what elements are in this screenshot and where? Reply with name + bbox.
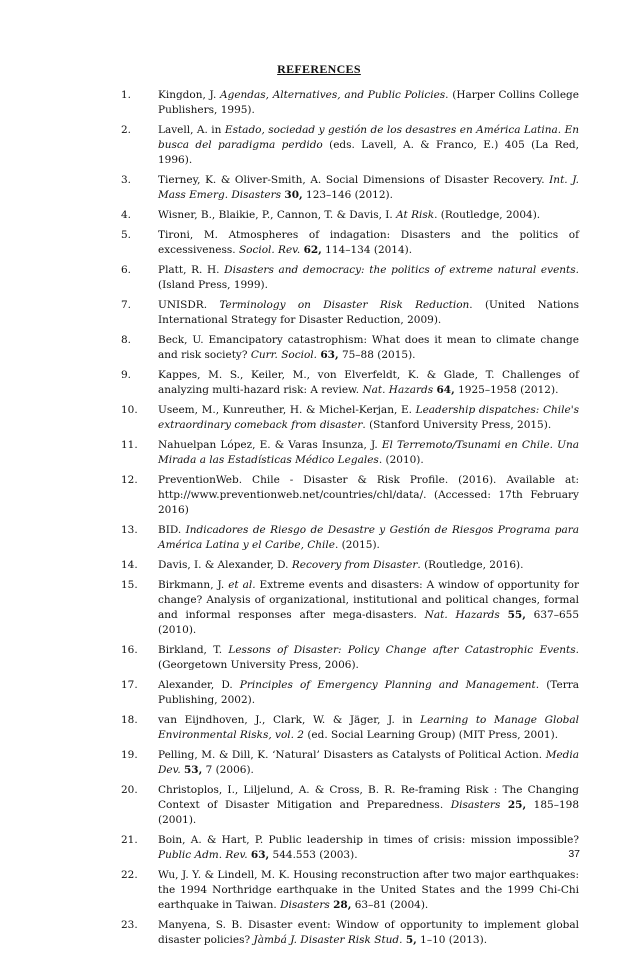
reference-text [158, 208, 579, 223]
reference-volume: 25, [507, 799, 527, 811]
reference-volume: 63, [250, 849, 270, 861]
reference-text [158, 643, 579, 673]
reference-segment: Pelling, M. & Dill, K. ‘Natural’ Disasters as Catalysts of Political Action. [158, 749, 546, 761]
reference-number: 22. [121, 869, 138, 881]
reference-number: 13. [121, 524, 138, 536]
reference-italic-segment: Recovery from Disaster [291, 559, 418, 571]
reference-segment: Kappes, M. S., Keiler, M., von Elverfeldt, K. & Glade, T. Challenges of analyzing multi-hazard risk: A review. [158, 369, 579, 396]
reference-number: 17. [121, 679, 138, 691]
reference-text [158, 368, 579, 398]
reference-text [158, 918, 579, 948]
reference-text [158, 473, 579, 518]
reference-segment [500, 609, 508, 621]
reference-segment: 1–10 (2013). [416, 934, 488, 946]
reference-number: 1. [121, 89, 132, 101]
reference-entry [121, 578, 579, 638]
reference-number: 9. [121, 369, 132, 381]
reference-segment: Tironi, M. Atmospheres of indagation: Disasters and the politics of excessiveness. [158, 229, 579, 256]
reference-italic-segment: Terminology on Disaster Risk Reduction [219, 299, 470, 311]
reference-segment: . (Terra Publishing, 2002). [158, 679, 579, 706]
reference-number: 14. [121, 559, 138, 571]
reference-segment: 1925–1958 (2012). [454, 384, 559, 396]
reference-list [121, 88, 579, 953]
reference-segment: . (Stanford University Press, 2015). [362, 419, 552, 431]
reference-number: 16. [121, 644, 138, 656]
reference-segment: Extreme events and disasters: A window of opportunity for change? Analysis of organizational, institutional and political changes, formal and informal responses after mega-disasters. [158, 579, 579, 621]
reference-volume: 30, [284, 189, 303, 201]
reference-number: 4. [121, 209, 132, 221]
reference-volume: 62, [303, 244, 322, 256]
reference-italic-segment: Disasters [450, 799, 501, 811]
page-title: REFERENCES [277, 62, 361, 76]
reference-volume: 28, [333, 899, 352, 911]
reference-entry [121, 473, 579, 518]
reference-number: 19. [121, 749, 138, 761]
reference-number: 23. [121, 919, 138, 931]
reference-number: 5. [121, 229, 132, 241]
reference-segment: (ed. Social Learning Group) (MIT Press, 2001). [303, 729, 559, 741]
page-number: 37 [568, 848, 580, 860]
reference-text [158, 523, 579, 553]
reference-segment: Lavell, A. in [158, 124, 225, 136]
reference-segment [500, 799, 508, 811]
reference-text [158, 173, 579, 203]
reference-text [158, 558, 579, 573]
reference-italic-segment: Nat. Hazards [362, 384, 434, 396]
reference-entry [121, 298, 579, 328]
reference-segment: Tierney, K. & Oliver-Smith, A. Social Dimensions of Disaster Recovery. [158, 174, 550, 186]
reference-entry [121, 783, 579, 828]
reference-segment: Nahuelpan López, E. & Varas Insunza, J. [158, 439, 382, 451]
reference-italic-segment: Learning to Manage Global Environmental Risks, vol. 2 [158, 714, 579, 741]
reference-entry [121, 123, 579, 168]
reference-italic-segment: et al. [228, 579, 256, 591]
reference-number: 6. [121, 264, 132, 276]
reference-volume: 64, [436, 384, 455, 396]
reference-number: 7. [121, 299, 132, 311]
reference-number: 18. [121, 714, 138, 726]
reference-italic-segment: Nat. Hazards [424, 609, 500, 621]
reference-segment: Wu, J. Y. & Lindell, M. K. Housing reconstruction after two major earthquakes: the 1994 Northridge earthquake in the United States and the 1999 Chi-Chi earthquake in Taiwan. [158, 869, 579, 911]
reference-italic-segment: Int. J. Mass Emerg. Disasters [158, 174, 579, 201]
reference-number: 20. [121, 784, 138, 796]
reference-entry [121, 833, 579, 863]
reference-entry [121, 88, 579, 118]
reference-entry [121, 208, 579, 223]
reference-number: 8. [121, 334, 132, 346]
reference-entry [121, 403, 579, 433]
reference-number: 15. [121, 579, 138, 591]
reference-italic-segment: Lessons of Disaster: Policy Change after Catastrophic Events [228, 644, 576, 656]
reference-segment: Manyena, S. B. Disaster event: Window of opportunity to implement global disaster policies? [158, 919, 579, 946]
reference-number: 10. [121, 404, 138, 416]
reference-italic-segment: Public Adm. Rev. [158, 849, 248, 861]
reference-number: 3. [121, 174, 132, 186]
reference-volume: 63, [320, 349, 339, 361]
reference-entry [121, 228, 579, 258]
reference-volume: 5, [405, 934, 417, 946]
reference-entry [121, 438, 579, 468]
reference-segment: van Eijndhoven, J., Clark, W. & Jäger, J. in [158, 714, 421, 726]
reference-entry [121, 523, 579, 553]
reference-text [158, 678, 579, 708]
reference-italic-segment: At Risk [396, 209, 435, 221]
reference-segment: 114–134 (2014). [321, 244, 413, 256]
reference-text [158, 298, 579, 328]
reference-italic-segment: Disasters [280, 899, 330, 911]
reference-segment: 75–88 (2015). [338, 349, 416, 361]
reference-entry [121, 748, 579, 778]
reference-segment: Wisner, B., Blaikie, P., Cannon, T. & Davis, I. [158, 209, 397, 221]
reference-italic-segment: Sociol. Rev. [238, 244, 301, 256]
reference-segment: (Island Press, 1999). [158, 279, 268, 291]
reference-segment: 123–146 (2012). [302, 189, 393, 201]
reference-segment: . (Routledge, 2004). [434, 209, 541, 221]
reference-entry [121, 263, 579, 293]
reference-italic-segment: Jàmbá J. Disaster Risk Stud. [253, 934, 403, 946]
reference-segment: 637–655 (2010). [158, 609, 580, 636]
reference-text [158, 88, 579, 118]
reference-segment: Useem, M., Kunreuther, H. & Michel-Kerjan, E. [158, 404, 416, 416]
reference-italic-segment: Principles of Emergency Planning and Management [239, 679, 536, 691]
reference-entry [121, 868, 579, 913]
reference-text [158, 438, 579, 468]
reference-segment: 544.553 (2003). [269, 849, 358, 861]
reference-entry [121, 918, 579, 948]
reference-segment: (Harper Collins College Publishers, 1995). [158, 89, 579, 116]
reference-italic-segment: Media Dev. [158, 749, 579, 776]
reference-segment: 63–81 (2004). [351, 899, 429, 911]
reference-entry [121, 368, 579, 398]
reference-text [158, 748, 579, 778]
reference-segment: . (United Nations International Strategy for Disaster Reduction, 2009). [158, 299, 579, 326]
reference-number: 2. [121, 124, 132, 136]
reference-italic-segment: Curr. Sociol. [250, 349, 317, 361]
reference-text [158, 123, 579, 168]
reference-segment: . (Georgetown University Press, 2006). [158, 644, 579, 671]
reference-text [158, 783, 579, 828]
reference-text [158, 333, 579, 363]
reference-segment: Kingdon, J. [158, 89, 221, 101]
reference-segment: Christoplos, I., Liljelund, A. & Cross, B. R. Re-framing Risk : The Changing Context of Disaster Mitigation and Preparedness. [158, 784, 579, 811]
reference-text [158, 868, 579, 913]
reference-italic-segment: Indicadores de Riesgo de Desastre y Gestión de Riesgos Programa para América Latina y el Caribe, Chile [158, 524, 579, 551]
reference-text [158, 833, 579, 863]
reference-segment: Davis, I. & Alexander, D. [158, 559, 292, 571]
reference-text [158, 403, 579, 433]
reference-segment: . (2015). [334, 539, 380, 551]
reference-segment: Beck, U. Emancipatory catastrophism: What does it mean to climate change and risk society? [158, 334, 579, 361]
reference-volume: 53, [184, 764, 203, 776]
reference-segment: UNISDR. [158, 299, 220, 311]
reference-entry [121, 643, 579, 673]
reference-segment: Alexander, D. [158, 679, 240, 691]
reference-text [158, 713, 579, 743]
reference-volume: 55, [507, 609, 526, 621]
reference-entry [121, 678, 579, 708]
reference-text [158, 578, 579, 638]
reference-number: 12. [121, 474, 138, 486]
reference-entry [121, 333, 579, 363]
reference-italic-segment: El Terremoto/Tsunami en Chile. Una Mirada a las Estadísticas Médico Legales [158, 439, 579, 466]
reference-text [158, 228, 579, 258]
reference-segment: PreventionWeb. Chile - Disaster & Risk Profile. (2016). Available at: http://www.preventionweb.net/countries/chl/data/. (Accessed: 17th February 2016) [158, 474, 579, 516]
reference-segment: . (2010). [378, 454, 424, 466]
reference-segment: Platt, R. H. [158, 264, 225, 276]
reference-segment: Birkmann, J. [158, 579, 229, 591]
reference-segment: Boin, A. & Hart, P. Public leadership in times of crisis: mission impossible? [158, 834, 579, 846]
reference-italic-segment: Estado, sociedad y gestión de los desastres en América Latina. En busca del paradigma perdido [158, 124, 579, 151]
reference-segment: 7 (2006). [202, 764, 254, 776]
reference-number: 21. [121, 834, 138, 846]
reference-italic-segment: Disasters and democracy: the politics of extreme natural events. [224, 264, 579, 276]
reference-segment: (eds. Lavell, A. & Franco, E.) 405 (La Red, 1996). [158, 139, 579, 166]
reference-entry [121, 713, 579, 743]
reference-segment: . (Routledge, 2016). [417, 559, 524, 571]
reference-segment: BID. [158, 524, 186, 536]
reference-number: 11. [121, 439, 138, 451]
reference-text [158, 263, 579, 293]
reference-entry [121, 173, 579, 203]
reference-italic-segment: Agendas, Alternatives, and Public Policies. [220, 89, 449, 101]
reference-entry [121, 558, 579, 573]
reference-segment: 185–198 (2001). [158, 799, 580, 826]
reference-segment: Birkland, T. [158, 644, 229, 656]
reference-italic-segment: Leadership dispatches: Chile's extraordinary comeback from disaster [158, 404, 579, 431]
